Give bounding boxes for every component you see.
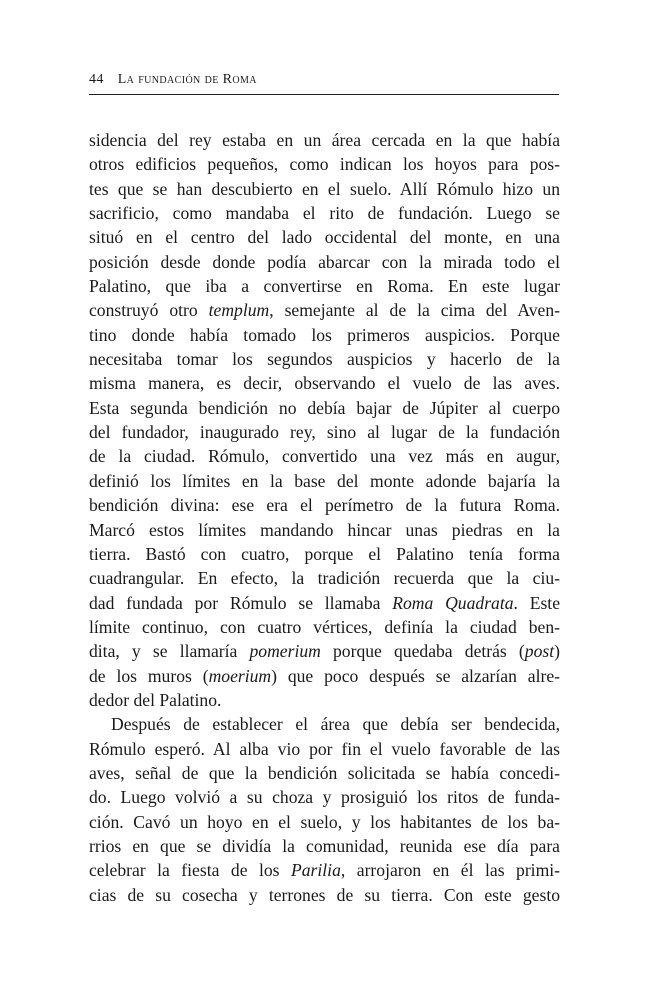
text-span: dita, y se llamaría <box>89 641 250 662</box>
text-line: tes que se han descubierto en el suelo. Allí Rómulo hizo un <box>89 178 560 199</box>
text-line: límite continuo, con cuatro vértices, definía la ciudad ben- <box>89 616 560 637</box>
text-span: dad fundada por Rómulo se llamaba <box>89 592 393 613</box>
text-line: definió los límites en la base del monte adonde bajaría la <box>89 470 560 491</box>
text-span: porque quedaba detrás ( <box>320 641 525 662</box>
body-text <box>89 128 560 907</box>
text-span: . Este <box>513 592 561 613</box>
text-line: de la ciudad. Rómulo, convertido una vez más en augur, <box>89 446 560 467</box>
text-span: , arrojaron en él las primi- <box>340 860 560 881</box>
text-line: Rómulo esperó. Al alba vio por fin el vuelo favorable de las <box>89 738 560 759</box>
text-line: otros edificios pequeños, como indican los hoyos para pos- <box>89 154 560 175</box>
text-line: Esta segunda bendición no debía bajar de Júpiter al cuerpo <box>89 397 560 418</box>
page-number: 44 <box>89 72 104 87</box>
text-line: cuadrangular. En efecto, la tradición recuerda que la ciu- <box>89 568 560 589</box>
text-line: del fundador, inaugurado rey, sino al lugar de la fundación <box>89 422 560 443</box>
text-line: tierra. Bastó con cuatro, porque el Palatino tenía forma <box>89 543 560 564</box>
text-line: posición desde donde podía abarcar con la mirada todo el <box>89 251 560 272</box>
text-line: dedor del Palatino. <box>89 689 222 710</box>
text-line: Después de establecer el área que debía ser bendecida, <box>111 714 560 735</box>
text-span: de los muros ( <box>89 665 209 686</box>
italic-term: post <box>524 641 555 662</box>
text-line: sacrificio, como mandaba el rito de fundación. Luego se <box>89 203 560 224</box>
text-span: , semejante al de la cima del Aven- <box>269 300 561 321</box>
text-line: do. Luego volvió a su choza y prosiguió los ritos de funda- <box>89 787 560 808</box>
text-line: rrios en que se dividía la comunidad, reunida ese día para <box>89 835 560 856</box>
text-span: celebrar la fiesta de los <box>89 860 292 881</box>
italic-term: Parilia <box>291 860 341 881</box>
text-line: tino donde había tomado los primeros auspicios. Porque <box>89 324 560 345</box>
text-line: aves, señal de que la bendición solicitada se había concedi- <box>89 762 560 783</box>
running-header <box>89 72 559 95</box>
italic-term: Roma Quadrata <box>392 592 514 613</box>
italic-term: pomerium <box>249 641 321 662</box>
text-line <box>89 591 560 615</box>
text-line: Marcó estos límites mandando hincar unas piedras en la <box>89 519 560 540</box>
text-line <box>89 639 560 663</box>
text-line <box>89 664 560 688</box>
italic-term: templum <box>208 300 270 321</box>
text-span: construyó otro <box>89 300 209 321</box>
text-line: situó en el centro del lado occidental del monte, en una <box>89 227 560 248</box>
text-line: ción. Cavó un hoyo en el suelo, y los habitantes de los ba- <box>89 811 560 832</box>
text-line: sidencia del rey estaba en un área cercada en la que había <box>89 130 560 150</box>
text-line: cias de su cosecha y terrones de su tierra. Con este gesto <box>89 884 560 905</box>
text-line: bendición divina: ese era el perímetro de la futura Roma. <box>89 495 560 516</box>
italic-term: moerium <box>208 665 272 686</box>
text-span: ) <box>554 641 560 662</box>
text-line: necesitaba tomar los segundos auspicios y hacerlo de la <box>89 349 560 370</box>
text-line: misma manera, es decir, observando el vuelo de las aves. <box>89 373 560 394</box>
text-line <box>89 858 560 882</box>
text-line: Palatino, que iba a convertirse en Roma. En este lugar <box>89 276 560 297</box>
text-span: ) que poco después se alzarían alre- <box>271 665 560 686</box>
running-title: La fundación de Roma <box>117 72 257 87</box>
text-line <box>89 298 560 322</box>
